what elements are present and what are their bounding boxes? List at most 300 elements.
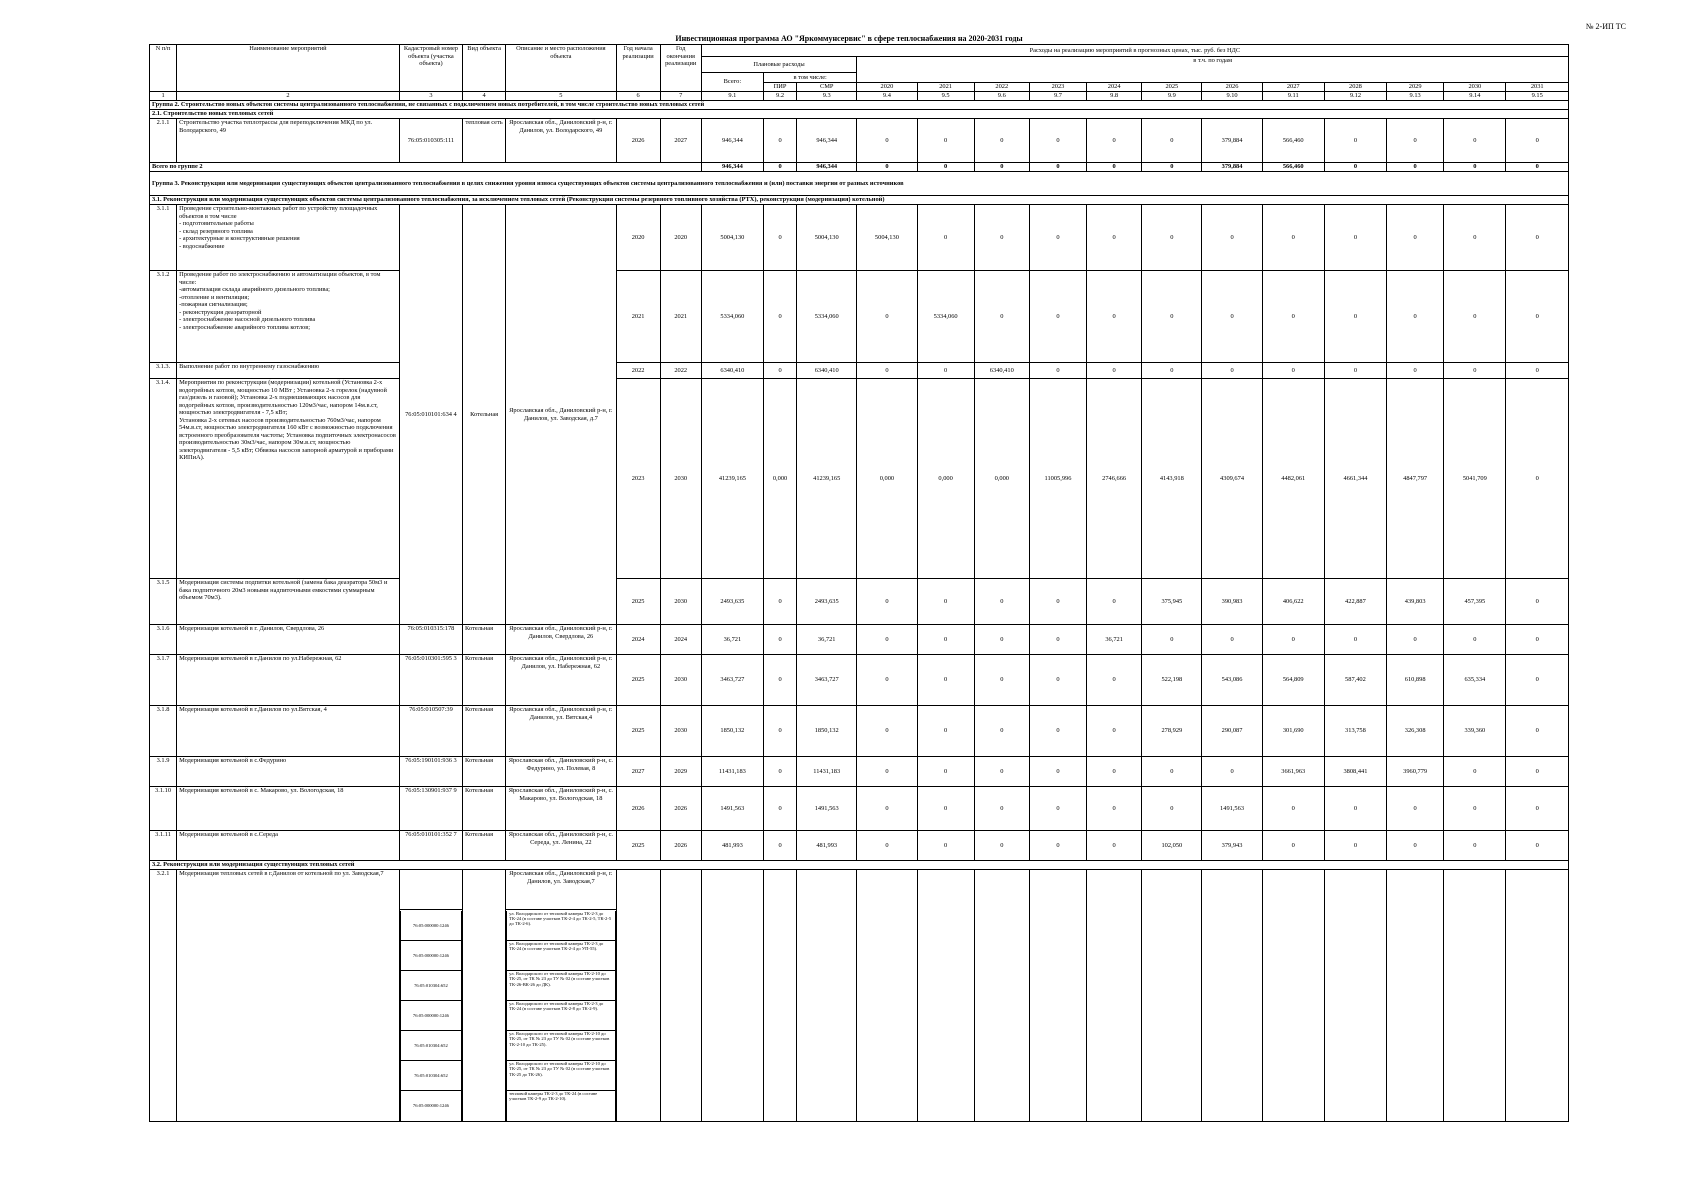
header-total: Всего: [701,73,763,92]
table-row [150,163,1569,172]
value-cell [616,870,660,1122]
value-cell: 0 [1087,757,1142,787]
value-cell: 11431,183 [701,757,763,787]
value-cell: 0 [1506,757,1569,787]
cadastral-sublist [400,911,462,1121]
value-cell: 0 [1444,757,1506,787]
cadastral-part: 76:05:000000:1246 [400,1091,461,1121]
total-value-cell: 0 [764,163,797,172]
value-cell: 422,887 [1324,579,1386,625]
cadastral-number: 76:05:130901:937 9 [399,787,462,831]
value-cell: 4661,344 [1324,379,1386,579]
value-cell: 0 [1202,205,1262,271]
value-cell: 0 [764,757,797,787]
value-cell: 2025 [616,655,660,706]
value-cell: 439,803 [1387,579,1444,625]
object-type: Котельная [463,706,506,757]
value-cell: 375,945 [1142,579,1202,625]
value-cell [857,870,917,1122]
value-cell: 5334,060 [701,271,763,363]
header-year-2020: 2020 [857,83,917,92]
object-location: Ярославская обл., Даниловский р-н, с. Макарово, ул. Вологодская, 18 [506,787,616,831]
value-cell: 6340,410 [974,363,1029,379]
table-row [150,172,1569,196]
table-row [150,271,1569,363]
value-cell: 0 [1142,625,1202,655]
value-cell: 0 [764,579,797,625]
value-cell: 0 [1324,787,1386,831]
table-row [150,625,1569,655]
table-row [150,196,1569,205]
value-cell: 0 [1087,119,1142,163]
table-row [150,757,1569,787]
header-end-year: Год окончания реализации [660,45,701,92]
activity-name: Модернизация котельной в г.Данилов по ул.Набережная, 62 [177,655,400,706]
value-cell: 2022 [616,363,660,379]
total-value-cell: 0 [1087,163,1142,172]
header-planned: Плановые расходы [701,57,857,73]
object-location: Ярославская обл., Даниловский р-н, г. Данилов, ул. Володарского, 49 [506,119,616,163]
value-cell: 0 [1444,119,1506,163]
value-cell: 0,000 [917,379,974,579]
header-year-2028: 2028 [1324,83,1386,92]
value-cell: 0 [857,655,917,706]
activity-name: Выполнение работ по внутреннему газоснабжению [177,363,400,379]
value-cell: 0 [1142,787,1202,831]
value-cell: 0 [917,706,974,757]
activity-name: Строительство участка теплотрассы для переподключения МКД по ул. Володарского, 49 [177,119,400,163]
value-cell: 0 [1506,271,1569,363]
value-cell: 0 [1142,363,1202,379]
header-by-years: в т.ч. по годам [857,57,1569,83]
column-number: 9.5 [917,92,974,101]
column-number: 9.9 [1142,92,1202,101]
value-cell: 2023 [616,379,660,579]
value-cell: 2020 [660,205,701,271]
value-cell: 4143,918 [1142,379,1202,579]
value-cell: 0 [974,625,1029,655]
value-cell: 301,690 [1262,706,1324,757]
column-number: 6 [616,92,660,101]
value-cell: 0 [1324,119,1386,163]
header-year-2023: 2023 [1029,83,1086,92]
row-number: 3.1.11 [150,831,177,861]
value-cell: 0 [1029,655,1086,706]
value-cell: 0 [1387,205,1444,271]
value-cell: 2024 [660,625,701,655]
column-number: 9.6 [974,92,1029,101]
header-smr: СМР [797,83,857,92]
value-cell: 5004,130 [701,205,763,271]
total-value-cell: 0 [1387,163,1444,172]
table-row [150,379,1569,579]
value-cell: 3808,441 [1324,757,1386,787]
value-cell: 0 [917,655,974,706]
value-cell: 0 [1087,706,1142,757]
value-cell: 0 [764,119,797,163]
value-cell: 0 [1324,271,1386,363]
value-cell: 5334,060 [917,271,974,363]
value-cell: 2029 [660,757,701,787]
value-cell [1087,870,1142,1122]
value-cell: 0 [1506,379,1569,579]
value-cell: 2020 [616,205,660,271]
value-cell: 36,721 [797,625,857,655]
value-cell: 4482,061 [1262,379,1324,579]
row-number: 3.2.1 [150,870,177,1122]
value-cell: 0 [917,363,974,379]
value-cell [660,870,701,1122]
investment-program-table [149,44,1569,1122]
value-cell: 0 [917,579,974,625]
table-row [150,579,1569,625]
value-cell: 481,993 [701,831,763,861]
value-cell: 2022 [660,363,701,379]
total-value-cell: 0 [917,163,974,172]
table-row [150,101,1569,110]
value-cell: 0 [917,757,974,787]
location-part: ул. Володарского от тепловой камеры ТК-2-10 до ТК-25, от ТК № 23 до ТУ № 02 (в составе участков ТК-26-ВК-26 до ДК). [507,971,615,1001]
value-cell: 0 [1202,625,1262,655]
value-cell: 36,721 [701,625,763,655]
value-cell: 2026 [616,119,660,163]
row-number: 3.1.3. [150,363,177,379]
header-location: Описание и место расположения объекта [506,45,616,92]
activity-name: Модернизация котельной в с. Макарово, ул. Вологодская, 18 [177,787,400,831]
value-cell: 0 [857,579,917,625]
header-type: Вид объекта [463,45,506,92]
value-cell: 1491,563 [797,787,857,831]
location-part: ул. Володарского от тепловой камеры ТК-2-3 до ТК-24 (в составе участков ТК-2-4 до УП-55). [507,941,615,971]
value-cell [1444,870,1506,1122]
value-cell: 3960,779 [1387,757,1444,787]
column-number: 9.10 [1202,92,1262,101]
value-cell: 610,898 [1387,655,1444,706]
header-pir: ПИР [764,83,797,92]
value-cell: 0,000 [857,379,917,579]
object-type: Котельная [463,205,506,625]
value-cell: 0,000 [764,379,797,579]
value-cell: 290,087 [1202,706,1262,757]
value-cell: 0 [917,205,974,271]
value-cell: 0 [1444,271,1506,363]
value-cell [1142,870,1202,1122]
value-cell: 2021 [616,271,660,363]
object-type: Котельная [463,787,506,831]
object-location: Ярославская обл., Даниловский р-н, с. Середа, ул. Ленина, 22 [506,831,616,861]
value-cell: 390,983 [1202,579,1262,625]
cadastral-number: 76:05:010301:595 3 [399,655,462,706]
value-cell: 0 [917,787,974,831]
value-cell: 0 [1029,205,1086,271]
activity-name: Модернизация котельной в с.Середа [177,831,400,861]
value-cell: 0 [1444,831,1506,861]
value-cell: 0 [764,271,797,363]
column-number: 9.3 [797,92,857,101]
value-cell: 0 [1444,205,1506,271]
header-num: N п/п [150,45,177,92]
value-cell: 5334,060 [797,271,857,363]
value-cell: 0 [1029,831,1086,861]
value-cell: 379,943 [1202,831,1262,861]
value-cell: 0 [857,363,917,379]
activity-name: Модернизация системы подпитки котельной (замена бака деаэратора 50м3 и бака подпиточного 20м3 новыми надпиточными емкостями суммарным объемом 70м3). [177,579,400,625]
value-cell: 0 [1506,119,1569,163]
group-3-2-title: 3.2. Реконструкция или модернизация существующих тепловых сетей [150,861,1569,870]
value-cell: 3463,727 [701,655,763,706]
value-cell: 0 [1087,363,1142,379]
value-cell: 0 [1506,579,1569,625]
value-cell [917,870,974,1122]
total-value-cell: 0 [857,163,917,172]
value-cell: 2493,635 [797,579,857,625]
header-cadastral: Кадастровый номер объекта (участка объекта) [399,45,462,92]
total-value-cell: 379,884 [1202,163,1262,172]
value-cell: 0 [1324,205,1386,271]
row-number: 3.1.7 [150,655,177,706]
value-cell: 379,884 [1202,119,1262,163]
column-number: 9.14 [1444,92,1506,101]
value-cell [701,870,763,1122]
value-cell: 2026 [660,787,701,831]
cadastral-part: 76:05:000000:1246 [400,1001,461,1031]
header-year-2022: 2022 [974,83,1029,92]
row-number: 3.1.1 [150,205,177,271]
value-cell: 587,402 [1324,655,1386,706]
location-part: ул. Володарского от тепловой камеры ТК-2-10 до ТК-25, от ТК № 23 до ТУ № 02 (в составе участков ТК-25 до ТК-26). [507,1061,615,1091]
header-including: в том числе: [764,73,857,83]
value-cell: 0 [1087,787,1142,831]
value-cell: 2026 [660,831,701,861]
table-row [150,787,1569,831]
value-cell: 0 [1202,757,1262,787]
object-type: тепловая сеть [463,119,506,163]
value-cell: 0 [857,625,917,655]
value-cell [1029,870,1086,1122]
cadastral-part: 76:05:010304:652 [400,1031,461,1061]
value-cell: 0 [1506,706,1569,757]
row-number: 3.1.5 [150,579,177,625]
total-value-cell: 0 [1444,163,1506,172]
value-cell: 3463,727 [797,655,857,706]
value-cell: 2746,666 [1087,379,1142,579]
value-cell: 5041,709 [1444,379,1506,579]
column-number: 1 [150,92,177,101]
object-location: Ярославская обл., Даниловский р-н, г. Данилов, ул. Набережная, 62 [506,655,616,706]
activity-name: Модернизация тепловых сетей в г.Данилов от котельной по ул. Заводская,7 [177,870,400,1122]
value-cell: 0 [857,757,917,787]
total-value-cell: 0 [1142,163,1202,172]
value-cell: 278,929 [1142,706,1202,757]
value-cell: 635,334 [1444,655,1506,706]
value-cell: 2493,635 [701,579,763,625]
value-cell: 2026 [616,787,660,831]
object-type: Котельная [463,831,506,861]
table-row [150,655,1569,706]
object-type [463,870,506,1122]
value-cell [1262,870,1324,1122]
location-part: ул. Володарского от тепловой камеры ТК-2-3 до ТК-24 (в составе участков ТК-2-8 до ТК-2-9). [507,1001,615,1031]
header-year-2031: 2031 [1506,83,1569,92]
value-cell: 0 [917,119,974,163]
total-value-cell: 0 [974,163,1029,172]
value-cell: 0 [1444,363,1506,379]
value-cell: 0 [1324,625,1386,655]
row-number: 3.1.2 [150,271,177,363]
value-cell: 946,344 [701,119,763,163]
value-cell [797,870,857,1122]
value-cell: 0 [764,363,797,379]
value-cell: 0 [917,831,974,861]
value-cell: 0 [1029,787,1086,831]
value-cell: 0 [1029,271,1086,363]
value-cell: 0 [974,579,1029,625]
header-year-2021: 2021 [917,83,974,92]
document-number: № 2-ИП ТС [1585,22,1626,31]
row-number: 3.1.6 [150,625,177,655]
value-cell: 0 [1387,625,1444,655]
object-location: Ярославская обл., Даниловский р-н, г. Данилов, ул. Заводская, д.7 [506,205,616,625]
group-2-1-title: 2.1. Строительство новых тепловых сетей [150,110,1569,119]
value-cell: 0 [974,271,1029,363]
value-cell: 0 [1202,271,1262,363]
value-cell: 0 [1029,757,1086,787]
value-cell: 0 [1029,363,1086,379]
group-3-title: Группа 3. Реконструкция или модернизация существующих объектов централизованного теплоснабжения в целях снижения уровня износа существующих объектов системы централизованного теплоснабжения и (или) поставки энергии от разных источников [150,172,1569,196]
value-cell: 0 [764,831,797,861]
value-cell: 0 [1387,271,1444,363]
value-cell: 2030 [660,655,701,706]
total-value-cell: 566,460 [1262,163,1324,172]
value-cell: 0 [764,787,797,831]
value-cell: 41239,165 [701,379,763,579]
value-cell: 2025 [616,706,660,757]
group-2-total-label: Всего по группе 2 [150,163,702,172]
value-cell: 1491,563 [701,787,763,831]
column-number: 9.15 [1506,92,1569,101]
object-location: Ярославская обл., Даниловский р-н, с. Федурино, ул. Полевая, 8 [506,757,616,787]
value-cell: 0 [1202,363,1262,379]
value-cell: 6340,410 [797,363,857,379]
value-cell: 1850,132 [797,706,857,757]
cadastral-number: 76:05:010507:39 [399,706,462,757]
value-cell: 0 [1444,625,1506,655]
value-cell: 2025 [616,831,660,861]
value-cell: 2030 [660,379,701,579]
object-location: Ярославская обл., Даниловский р-н, г. Данилов, ул. Заводская,7 [506,870,616,910]
value-cell: 522,198 [1142,655,1202,706]
value-cell: 0 [1262,625,1324,655]
column-number: 4 [463,92,506,101]
value-cell: 41239,165 [797,379,857,579]
column-number: 9.2 [764,92,797,101]
header-year-2026: 2026 [1202,83,1262,92]
value-cell: 0 [1087,205,1142,271]
value-cell: 0 [1387,119,1444,163]
value-cell: 0 [974,787,1029,831]
value-cell: 36,721 [1087,625,1142,655]
object-location: Ярославская обл., Даниловский р-н, г. Данилов, Свердлова, 26 [506,625,616,655]
value-cell: 0 [1506,625,1569,655]
value-cell: 1850,132 [701,706,763,757]
cadastral-number: 76:05:010101:352 7 [399,831,462,861]
group-2-title: Группа 2. Строительство новых объектов системы централизованного теплоснабжения, не связанных с подключением новых потребителей, в том числе строительство новых тепловых сетей [150,101,1569,110]
value-cell [1506,870,1569,1122]
value-cell: 4847,797 [1387,379,1444,579]
activity-name: Модернизация котельной в г.Данилов по ул.Вятская, 4 [177,706,400,757]
object-type: Котельная [463,655,506,706]
value-cell: 102,050 [1142,831,1202,861]
value-cell: 0 [1324,831,1386,861]
location-parts [506,910,616,1122]
header-year-2025: 2025 [1142,83,1202,92]
cadastral-number: 76:05:010101:634 4 [399,205,462,625]
header-year-2029: 2029 [1387,83,1444,92]
value-cell: 0 [1324,363,1386,379]
value-cell: 0 [857,119,917,163]
column-number: 3 [399,92,462,101]
value-cell: 0 [1262,205,1324,271]
object-type: Котельная [463,625,506,655]
value-cell: 0 [974,706,1029,757]
column-number: 9.12 [1324,92,1386,101]
object-type: Котельная [463,757,506,787]
value-cell: 0 [974,655,1029,706]
value-cell: 4309,674 [1202,379,1262,579]
column-number: 9.8 [1087,92,1142,101]
header-year-2024: 2024 [1087,83,1142,92]
value-cell: 326,308 [1387,706,1444,757]
column-number: 9.11 [1262,92,1324,101]
total-value-cell: 0 [1029,163,1086,172]
value-cell: 0 [1387,363,1444,379]
table-row [150,861,1569,870]
cadastral-part: 76:05:010304:652 [400,1061,461,1091]
column-number: 5 [506,92,616,101]
activity-name: Проведение работ по электроснабжению и автоматизации объектов, в том числе: -автоматизация склада аварийного дизельного топлива; -отопление и вентиляция; -пожарная сигнализация; - реконструкция деаэраторной - электроснабжение насосной дизельного топлива - электроснабжение аварийного топлива котлов; [177,271,400,363]
value-cell: 0 [764,625,797,655]
activity-name: Проведение строительно-монтажных работ по устройству площадочных объектов в том числе - подготовительные работы - склад резервного топлива - архитектурные и конструктивные решения - водоснабжение [177,205,400,271]
value-cell: 406,622 [1262,579,1324,625]
document-title: Инвестиционная программа АО "Яркоммунсервис" в сфере теплоснабжения на 2020-2031 годы [675,34,1023,43]
value-cell [974,870,1029,1122]
value-cell: 0 [1029,579,1086,625]
value-cell: 0 [1029,706,1086,757]
value-cell: 0 [1506,205,1569,271]
value-cell: 0 [1029,625,1086,655]
value-cell: 2030 [660,706,701,757]
value-cell: 11431,183 [797,757,857,787]
value-cell: 0 [857,787,917,831]
total-value-cell: 0 [1324,163,1386,172]
value-cell: 0 [1262,271,1324,363]
table-row [150,363,1569,379]
object-location: Ярославская обл., Даниловский р-н, г. Данилов, ул. Вятская,4 [506,706,616,757]
value-cell [764,870,797,1122]
value-cell: 457,395 [1444,579,1506,625]
cadastral-part: 76:05:010304:652 [400,971,461,1001]
row-number: 3.1.10 [150,787,177,831]
value-cell: 0 [1142,271,1202,363]
table-row [150,706,1569,757]
value-cell: 3661,963 [1262,757,1324,787]
value-cell: 0 [1087,655,1142,706]
cadastral-part: 76:05:000000:1246 [400,941,461,971]
value-cell: 0 [917,625,974,655]
value-cell: 1491,563 [1202,787,1262,831]
value-cell: 0 [1506,655,1569,706]
value-cell: 2027 [616,757,660,787]
